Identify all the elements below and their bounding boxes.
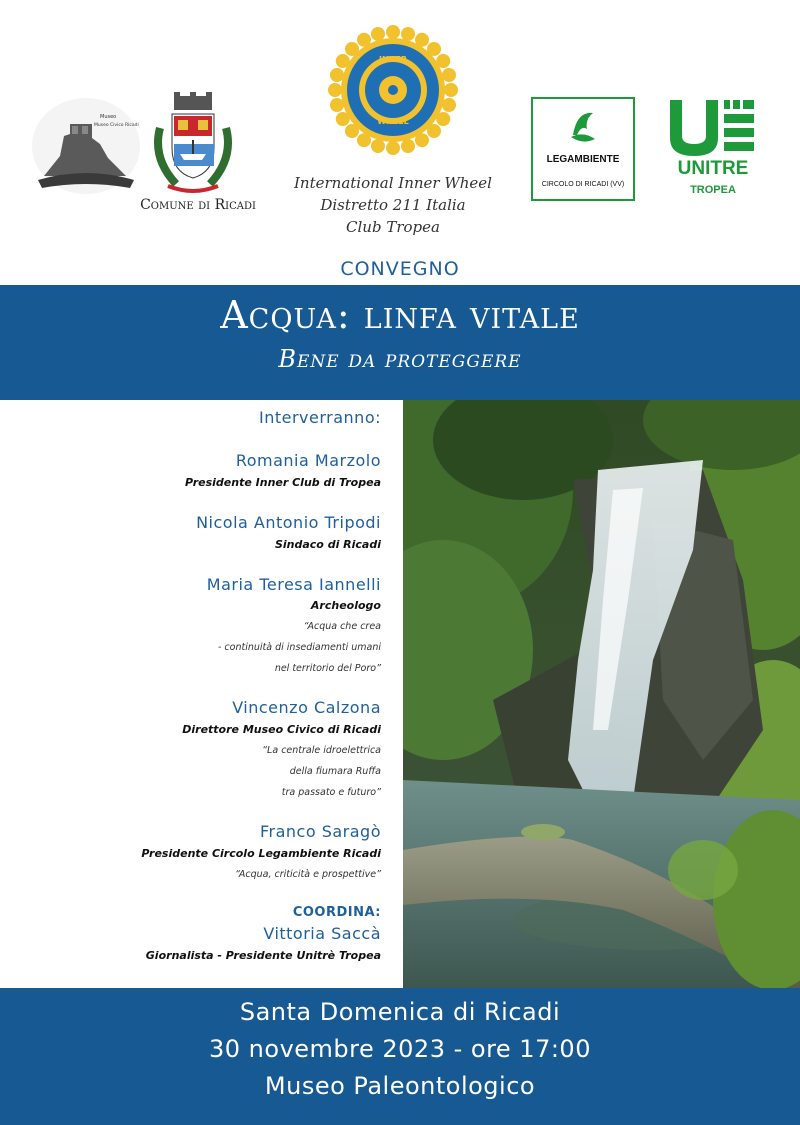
speaker-name: Vincenzo Calzona [232, 698, 381, 717]
inner-wheel-logo [325, 22, 461, 158]
svg-text:Museo Civico Ricadi: Museo Civico Ricadi [94, 123, 139, 128]
unitre-logo [664, 96, 762, 200]
comune-coat-of-arms [150, 88, 236, 200]
event-subtitle: Bene da proteggere [278, 345, 522, 373]
svg-text:WHEEL: WHEEL [377, 117, 409, 126]
iw-line-3: Club Tropea [346, 218, 440, 236]
talk-title-line: nel territorio del Poro” [274, 663, 381, 674]
comune-name: Comune di Ricadi [140, 197, 256, 213]
speaker-name: Maria Teresa Iannelli [206, 575, 381, 594]
iw-line-1: International Inner Wheel [294, 174, 492, 192]
svg-text:INNER: INNER [379, 55, 407, 64]
talk-title-line: tra passato e futuro” [281, 787, 381, 798]
coordinator-name: Vittoria Saccà [263, 924, 381, 943]
talk-title-line: della fiumara Ruffa [289, 766, 381, 777]
museo-civico-logo [30, 96, 142, 196]
talk-title-line: - continuità di insediamenti umani [217, 642, 381, 653]
speaker-name: Franco Saragò [259, 822, 381, 841]
talk-title-line: “Acqua, criticità e prospettive” [235, 869, 381, 880]
coordinator-label: COORDINA: [292, 905, 381, 920]
iw-line-2: Distretto 211 Italia [320, 196, 466, 214]
event-venue: Museo Paleontologico [264, 1072, 536, 1100]
speakers-panel [0, 400, 403, 988]
talk-title-line: “La centrale idroelettrica [262, 745, 381, 756]
coordinator-role: Giornalista - Presidente Unitrè Tropea [145, 949, 381, 962]
speaker-role: Presidente Inner Club di Tropea [185, 476, 381, 489]
speaker-role: Archeologo [310, 599, 381, 612]
speaker-role: Presidente Circolo Legambiente Ricadi [141, 847, 381, 860]
unitre-city: TROPEA [690, 184, 736, 196]
legambiente-logo [531, 97, 635, 201]
speakers-heading: Interverranno: [258, 408, 381, 427]
inner-wheel-club-text [268, 172, 518, 238]
speaker-name: Romania Marzolo [235, 451, 381, 470]
event-place: Santa Domenica di Ricadi [239, 998, 561, 1026]
speaker-name: Nicola Antonio Tripodi [196, 513, 381, 532]
waterfall-photo [403, 400, 800, 988]
event-type: CONVEGNO [340, 258, 460, 280]
unitre-name: UNITRE [677, 158, 749, 179]
event-datetime: 30 novembre 2023 - ore 17:00 [209, 1035, 591, 1063]
event-title: Acqua: linfa vitale [220, 293, 580, 337]
legambiente-circle: CIRCOLO DI RICADI (VV) [541, 181, 625, 188]
legambiente-name: LEGAMBIENTE [546, 154, 620, 165]
speaker-role: Direttore Museo Civico di Ricadi [182, 723, 381, 736]
speaker-role: Sindaco di Ricadi [274, 538, 381, 551]
svg-text:Museo: Museo [100, 114, 117, 120]
talk-title-line: “Acqua che crea [303, 621, 381, 632]
